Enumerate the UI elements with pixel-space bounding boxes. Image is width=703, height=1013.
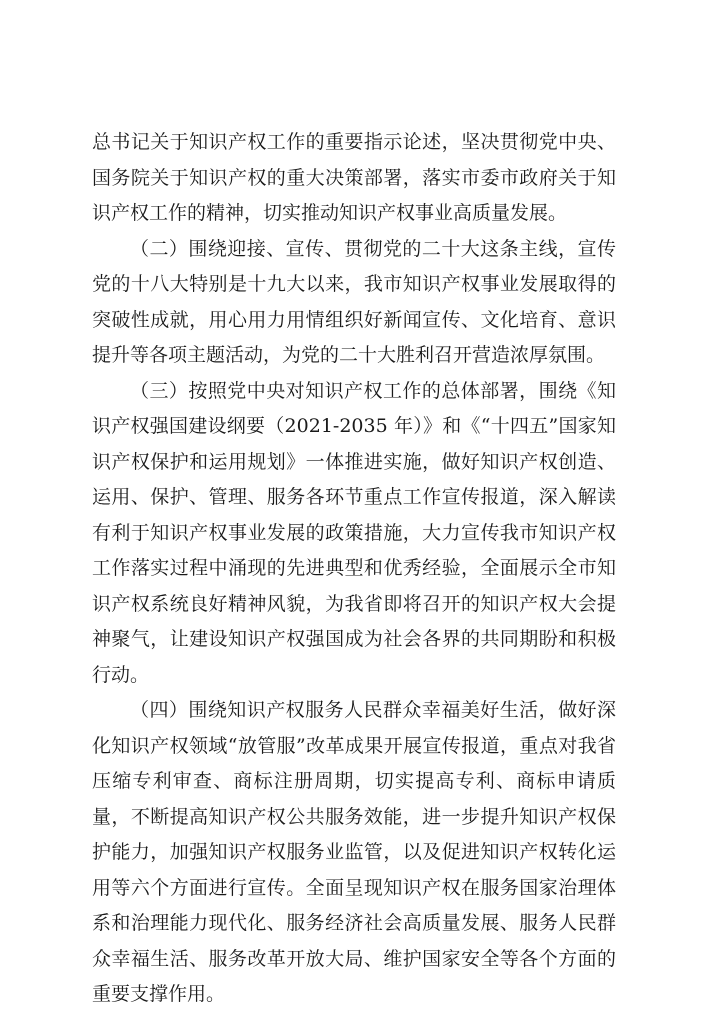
paragraph-item-4: （四）围绕知识产权服务人民群众幸福美好生活，做好深化知识产权领域“放管服”改革成果开展宣传报道，重点对我省压缩专利审查、商标注册周期，切实提高专利、商标申请质量，不断提高知识产权公共服务效能，进一步提升知识产权保护能力，加强知识产权服务业监管，以及促进知识产权转化运用等六个方面进行宣传。全面呈现知识产权在服务国家治理体系和治理能力现代化、服务经济社会高质量发展、服务人民群众幸福生活、服务改革开放大局、维护国家安全等各个方面的重要支撑作用。 (92, 699, 616, 1005)
paragraph-continuation: 总书记关于知识产权工作的重要指示论述，坚决贯彻党中央、国务院关于知识产权的重大决策部署，落实市委市政府关于知识产权工作的精神，切实推动知识产权事业高质量发展。 (92, 131, 616, 224)
paragraph-item-2: （二）围绕迎接、宣传、贯彻党的二十大这条主线，宣传党的十八大特别是十九大以来，我市知识产权事业发展取得的突破性成就，用心用力用情组织好新闻宣传、文化培育、意识提升等各项主题活动，为党的二十大胜利召开营造浓厚氛围。 (92, 237, 616, 366)
paragraph-item-3: （三）按照党中央对知识产权工作的总体部署，围绕《知识产权强国建设纲要（2021-2035 年）》和《“十四五”国家知识产权保护和运用规划》一体推进实施，做好知识产权创造、运用、保护、管理、服务各环节重点工作宣传报道，深入解读有利于知识产权事业发展的政策措施，大力宣传我市知识产权工作落实过程中涌现的先进典型和优秀经验，全面展示全市知识产权系统良好精神风貌，为我省即将召开的知识产权大会提神聚气，让建设知识产权强国成为社会各界的共同期盼和积极行动。 (92, 379, 616, 686)
document-body (92, 125, 616, 1013)
